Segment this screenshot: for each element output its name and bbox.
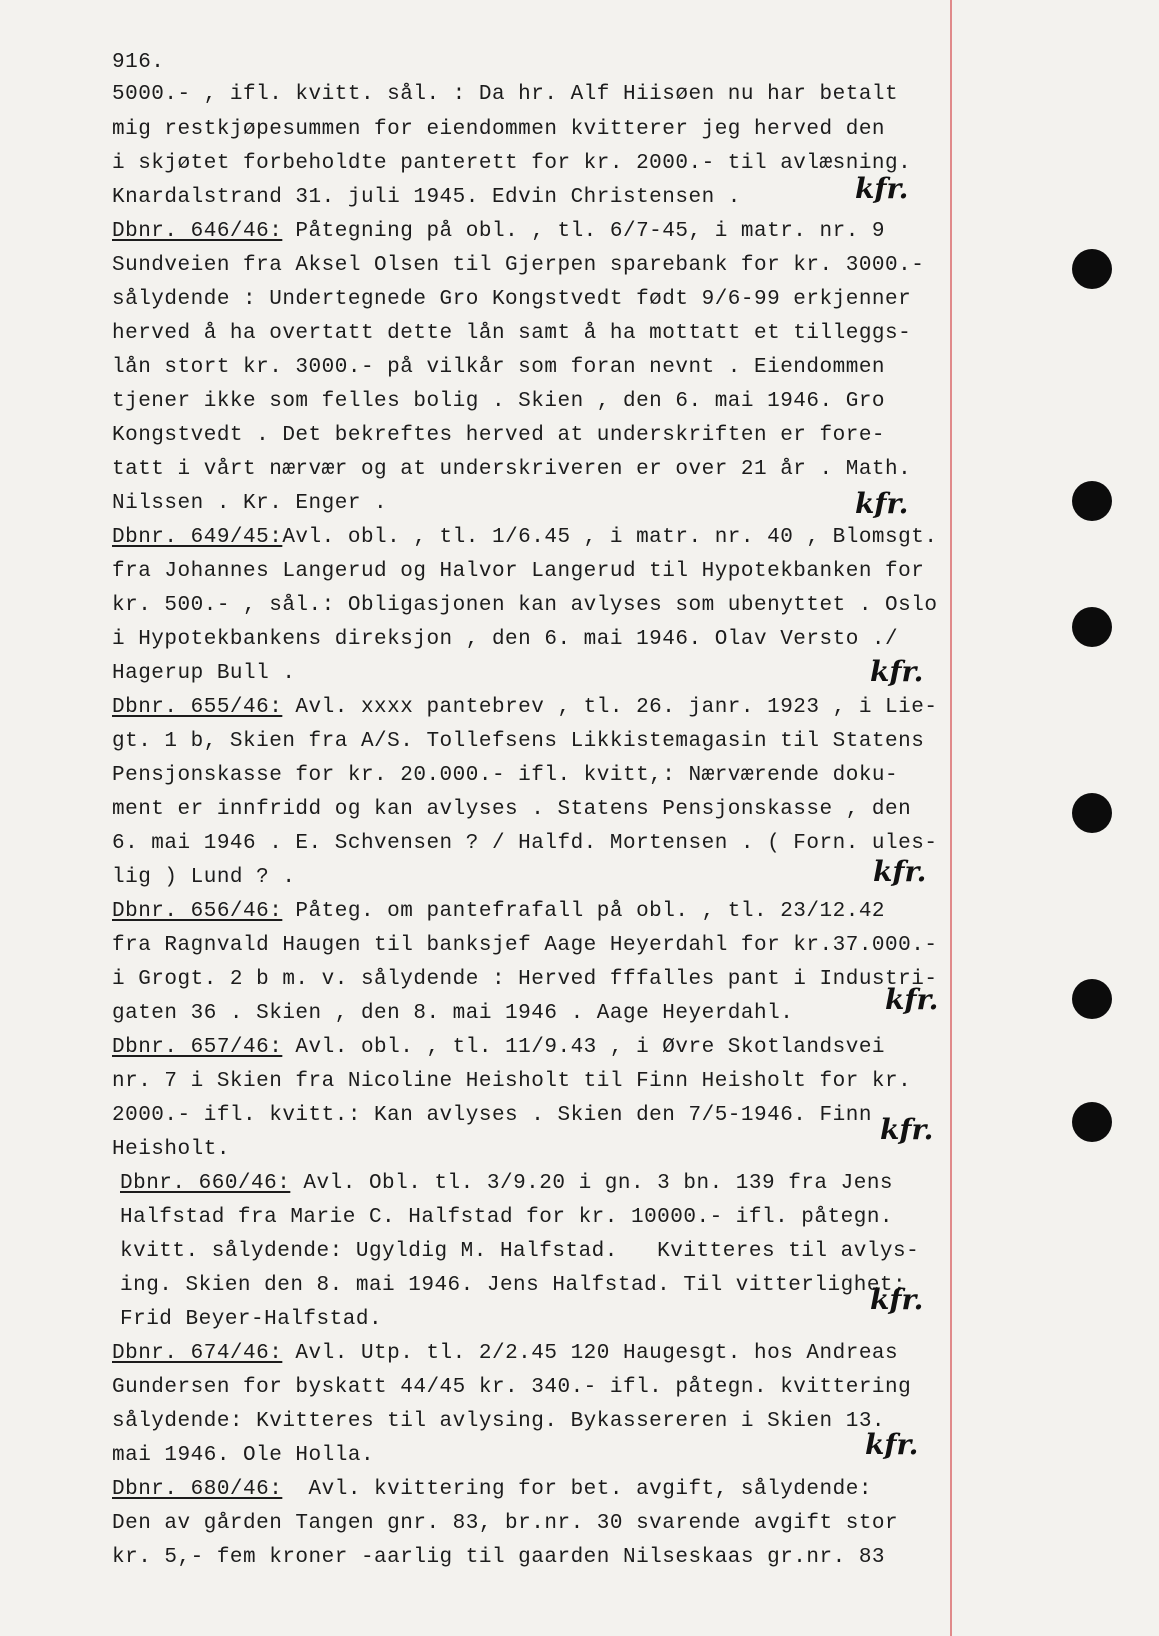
entry-text: Påtegning på obl. , tl. 6/7-45, i matr. nr. 9 — [282, 220, 886, 243]
initials-mark: kfr. — [885, 983, 939, 1016]
text-line: Nilssen . Kr. Enger . — [112, 492, 388, 515]
text-line: nr. 7 i Skien fra Nicoline Heisholt til Finn Heisholt for kr. — [112, 1070, 912, 1093]
entry-heading-line — [120, 1171, 893, 1197]
initials-mark: kfr. — [880, 1113, 934, 1146]
text-line: 2000.- ifl. kvitt.: Kan avlyses . Skien den 7/5-1946. Finn — [112, 1104, 872, 1127]
entry-reference: Dbnr. 660/46: — [120, 1172, 291, 1195]
text-line: i skjøtet forbeholdte panterett for kr. 2000.- til avlæsning. — [112, 152, 912, 175]
initials-mark: kfr. — [873, 855, 927, 888]
entry-text: Avl. Obl. tl. 3/9.20 i gn. 3 bn. 139 fra Jens — [290, 1172, 894, 1195]
text-line: 5000.- , ifl. kvitt. sål. : Da hr. Alf Hiisøen nu har betalt — [112, 83, 899, 106]
initials-mark: kfr. — [865, 1428, 919, 1461]
entry-reference: Dbnr. 657/46: — [112, 1036, 283, 1059]
entry-reference: Dbnr. 646/46: — [112, 220, 283, 243]
text-line: mai 1946. Ole Holla. — [112, 1444, 375, 1467]
punch-hole — [1072, 793, 1112, 833]
text-line: Gundersen for byskatt 44/45 kr. 340.- ifl. påtegn. kvittering — [112, 1376, 912, 1399]
entry-text: Avl. obl. , tl. 11/9.43 , i Øvre Skotlandsvei — [282, 1036, 886, 1059]
entry-text: Avl. Utp. tl. 2/2.45 120 Haugesgt. hos Andreas — [282, 1342, 899, 1365]
text-line: gt. 1 b, Skien fra A/S. Tollefsens Likkistemagasin til Statens — [112, 730, 925, 753]
text-line: sålydende: Kvitteres til avlysing. Bykassereren i Skien 13. — [112, 1410, 886, 1433]
entry-heading-line — [112, 899, 885, 925]
text-line: lig ) Lund ? . — [112, 866, 296, 889]
text-line: kvitt. sålydende: Ugyldig M. Halfstad. Kvitteres til avlys- — [120, 1240, 920, 1263]
punch-hole — [1072, 607, 1112, 647]
text-line: Sundveien fra Aksel Olsen til Gjerpen sparebank for kr. 3000.- — [112, 254, 925, 277]
punch-hole — [1072, 979, 1112, 1019]
text-line: kr. 500.- , sål.: Obligasjonen kan avlyses som ubenyttet . Oslo — [112, 594, 938, 617]
text-line: herved å ha overtatt dette lån samt å ha mottatt et tilleggs- — [112, 322, 912, 345]
text-line: lån stort kr. 3000.- på vilkår som foran nevnt . Eiendommen — [112, 356, 886, 379]
entry-heading-line — [112, 1035, 885, 1061]
text-line: gaten 36 . Skien , den 8. mai 1946 . Aage Heyerdahl. — [112, 1002, 794, 1025]
entry-text: Avl. kvittering for bet. avgift, sålydende: — [282, 1478, 872, 1501]
entry-reference: Dbnr. 674/46: — [112, 1342, 283, 1365]
text-line: fra Ragnvald Haugen til banksjef Aage Heyerdahl for kr.37.000.- — [112, 934, 938, 957]
text-line: sålydende : Undertegnede Gro Kongstvedt født 9/6-99 erkjenner — [112, 288, 912, 311]
text-line: Kongstvedt . Det bekreftes herved at underskriften er fore- — [112, 424, 886, 447]
entry-heading-line — [112, 1477, 872, 1503]
text-line: i Grogt. 2 b m. v. sålydende : Herved fffalles pant i Industri- — [112, 968, 938, 991]
margin-rule — [950, 0, 952, 1636]
initials-mark: kfr. — [855, 487, 909, 520]
initials-mark: kfr. — [870, 655, 924, 688]
entry-text: Avl. xxxx pantebrev , tl. 26. janr. 1923 , i Lie- — [282, 696, 938, 719]
text-line: Heisholt. — [112, 1138, 230, 1161]
text-line: kr. 5,- fem kroner -aarlig til gaarden Nilseskaas gr.nr. 83 — [112, 1546, 886, 1569]
entry-heading-line — [112, 525, 937, 551]
text-line: 6. mai 1946 . E. Schvensen ? / Halfd. Mortensen . ( Forn. ules- — [112, 832, 938, 855]
punch-hole — [1072, 1102, 1112, 1142]
text-line: mig restkjøpesummen for eiendommen kvitterer jeg herved den — [112, 118, 886, 141]
text-line: tjener ikke som felles bolig . Skien , den 6. mai 1946. Gro — [112, 390, 886, 413]
entry-reference: Dbnr. 649/45: — [112, 526, 283, 549]
text-line: fra Johannes Langerud og Halvor Langerud til Hypotekbanken for — [112, 560, 925, 583]
text-line: Frid Beyer-Halfstad. — [120, 1308, 383, 1331]
entry-text: Påteg. om pantefrafall på obl. , tl. 23/12.42 — [282, 900, 886, 923]
text-line: Den av gården Tangen gnr. 83, br.nr. 30 svarende avgift stor — [112, 1512, 899, 1535]
entry-reference: Dbnr. 656/46: — [112, 900, 283, 923]
punch-hole — [1072, 481, 1112, 521]
initials-mark: kfr. — [870, 1283, 924, 1316]
entry-heading-line — [112, 695, 937, 721]
entry-reference: Dbnr. 655/46: — [112, 696, 283, 719]
text-line: Halfstad fra Marie C. Halfstad for kr. 10000.- ifl. påtegn. — [120, 1206, 894, 1229]
entry-heading-line — [112, 219, 885, 245]
page-number: 916. — [112, 51, 165, 74]
text-line: tatt i vårt nærvær og at underskriveren er over 21 år . Math. — [112, 458, 912, 481]
text-line: ment er innfridd og kan avlyses . Statens Pensjonskasse , den — [112, 798, 912, 821]
text-line: Hagerup Bull . — [112, 662, 296, 685]
text-line: Knardalstrand 31. juli 1945. Edvin Christensen . — [112, 186, 741, 209]
text-line: ing. Skien den 8. mai 1946. Jens Halfstad. Til vitterlighet: — [120, 1274, 907, 1297]
entry-text: Avl. obl. , tl. 1/6.45 , i matr. nr. 40 , Blomsgt. — [282, 526, 938, 549]
initials-mark: kfr. — [855, 172, 909, 205]
entry-reference: Dbnr. 680/46: — [112, 1478, 283, 1501]
text-line: Pensjonskasse for kr. 20.000.- ifl. kvitt,: Nærværende doku- — [112, 764, 899, 787]
punch-hole — [1072, 249, 1112, 289]
entry-heading-line — [112, 1341, 898, 1367]
text-line: i Hypotekbankens direksjon , den 6. mai 1946. Olav Versto ./ — [112, 628, 899, 651]
